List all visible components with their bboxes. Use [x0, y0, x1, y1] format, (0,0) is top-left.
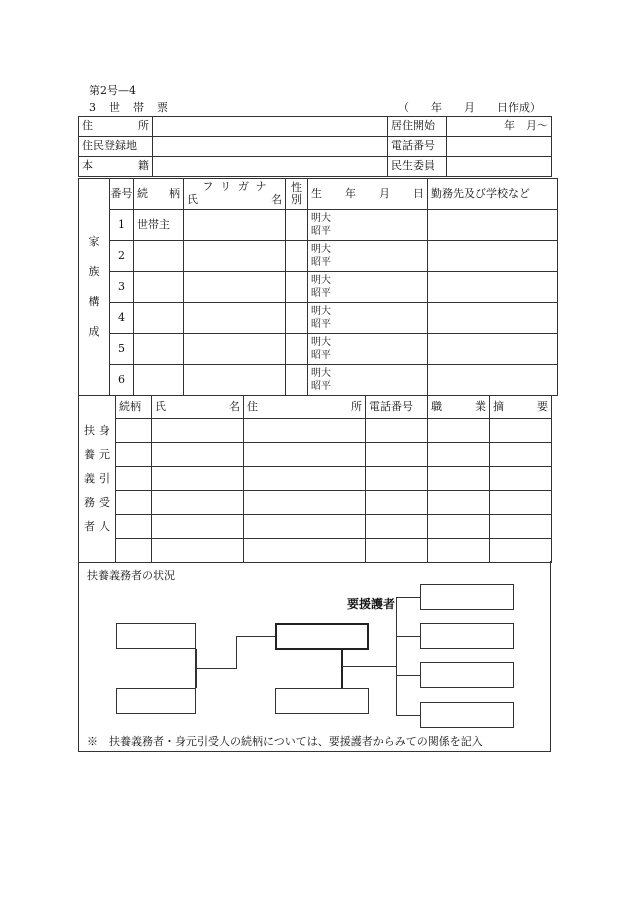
birthdate-cell[interactable]: 明大 昭平 — [308, 241, 428, 272]
registered-address-field[interactable] — [153, 137, 388, 157]
birthdate-cell[interactable]: 明大 昭平 — [308, 272, 428, 303]
left-connector-top — [236, 636, 275, 637]
support-side-label: 扶 養 義 務 者 身 元 引 受 人 — [79, 396, 116, 563]
work-school-cell[interactable] — [428, 334, 558, 365]
table-row — [79, 419, 552, 443]
left-upper-box[interactable] — [116, 623, 196, 649]
right-box-4[interactable] — [420, 702, 514, 728]
work-school-cell[interactable] — [428, 303, 558, 334]
household-info-table — [78, 116, 552, 177]
name-cell[interactable] — [184, 241, 286, 272]
table-row — [79, 303, 558, 334]
residence-start-label: 居住開始 — [388, 117, 447, 137]
name-header: フ リ ガ ナ 氏 名 — [184, 179, 286, 210]
row-number: 3 — [110, 272, 134, 303]
care-recipient-box[interactable] — [275, 623, 369, 650]
row-number: 4 — [110, 303, 134, 334]
support-relationship-header: 続柄 — [116, 396, 152, 419]
right-box-1[interactable] — [420, 584, 514, 610]
relationship-cell[interactable]: 世帯主 — [134, 210, 184, 241]
phone-label: 電話番号 — [388, 137, 447, 157]
address-label: 住 所 — [79, 117, 153, 137]
form-number: 第2号—4 — [89, 84, 136, 97]
gender-cell[interactable] — [286, 365, 308, 396]
center-vertical-line — [341, 650, 343, 688]
name-cell[interactable] — [184, 210, 286, 241]
relationship-cell[interactable] — [134, 303, 184, 334]
gender-cell[interactable] — [286, 210, 308, 241]
table-row — [79, 443, 552, 467]
table-row — [79, 365, 558, 396]
work-school-cell[interactable] — [428, 272, 558, 303]
support-name-header: 氏 名 — [152, 396, 244, 419]
family-table — [78, 178, 558, 396]
right-box-2[interactable] — [420, 623, 514, 649]
row-number: 2 — [110, 241, 134, 272]
work-school-cell[interactable] — [428, 365, 558, 396]
relationship-cell[interactable] — [134, 272, 184, 303]
center-lower-box[interactable] — [275, 688, 369, 714]
table-row — [79, 334, 558, 365]
table-row — [79, 241, 558, 272]
support-remarks-header: 摘 要 — [490, 396, 552, 419]
table-row — [79, 467, 552, 491]
gender-header: 性別 — [286, 179, 308, 210]
residence-start-field[interactable]: 年 月～ — [447, 117, 552, 137]
support-address-header: 住 所 — [244, 396, 366, 419]
name-cell[interactable] — [184, 303, 286, 334]
table-row — [79, 515, 552, 539]
row-number: 1 — [110, 210, 134, 241]
right-vertical-line — [396, 597, 397, 716]
welfare-commissioner-field[interactable] — [447, 157, 552, 177]
name-cell[interactable] — [184, 365, 286, 396]
table-row — [79, 272, 558, 303]
domicile-label: 本 籍 — [79, 157, 153, 177]
right-box-3[interactable] — [420, 662, 514, 688]
gender-cell[interactable] — [286, 334, 308, 365]
row-number: 5 — [110, 334, 134, 365]
support-phone-header: 電話番号 — [366, 396, 428, 419]
support-occupation-header: 職 業 — [428, 396, 490, 419]
birthdate-cell[interactable]: 明大 昭平 — [308, 365, 428, 396]
work-school-cell[interactable] — [428, 241, 558, 272]
support-table — [78, 395, 552, 563]
creation-date-note: （ 年 月 日作成） — [398, 101, 541, 114]
right-branch-3 — [396, 675, 420, 676]
gender-cell[interactable] — [286, 272, 308, 303]
form-title: 3 世 帯 票 — [89, 101, 169, 114]
support-diagram — [78, 561, 551, 752]
center-to-right-line — [342, 666, 396, 667]
relationship-cell[interactable] — [134, 365, 184, 396]
family-side-label: 家 族 構 成 — [79, 179, 110, 396]
left-to-center-line — [196, 668, 237, 669]
relationship-cell[interactable] — [134, 334, 184, 365]
left-connector-up — [236, 636, 237, 669]
work-school-header: 勤務先及び学校など — [428, 179, 558, 210]
relationship-note: ※ 扶養義務者・身元引受人の続柄については、要援護者からみての関係を記入 — [87, 735, 483, 748]
name-cell[interactable] — [184, 334, 286, 365]
row-number: 6 — [110, 365, 134, 396]
table-row — [79, 539, 552, 563]
birthdate-cell[interactable]: 明大 昭平 — [308, 303, 428, 334]
table-row — [79, 491, 552, 515]
relationship-header: 続 柄 — [134, 179, 184, 210]
left-lower-box[interactable] — [116, 688, 196, 714]
work-school-cell[interactable] — [428, 210, 558, 241]
gender-cell[interactable] — [286, 241, 308, 272]
birthdate-header: 生 年 月 日 — [308, 179, 428, 210]
right-branch-2 — [396, 636, 420, 637]
birthdate-cell[interactable]: 明大 昭平 — [308, 210, 428, 241]
right-branch-1 — [396, 597, 420, 598]
registered-address-label: 住民登録地 — [79, 137, 153, 157]
diagram-center-title: 要援護者 — [347, 597, 396, 611]
table-row — [79, 210, 558, 241]
name-cell[interactable] — [184, 272, 286, 303]
address-field[interactable] — [153, 117, 388, 137]
right-branch-4 — [396, 715, 420, 716]
domicile-field[interactable] — [153, 157, 388, 177]
birthdate-cell[interactable]: 明大 昭平 — [308, 334, 428, 365]
relationship-cell[interactable] — [134, 241, 184, 272]
welfare-commissioner-label: 民生委員 — [388, 157, 447, 177]
diagram-label: 扶養義務者の状況 — [87, 569, 175, 582]
gender-cell[interactable] — [286, 303, 308, 334]
number-header: 番号 — [110, 179, 134, 210]
phone-field[interactable] — [447, 137, 552, 157]
